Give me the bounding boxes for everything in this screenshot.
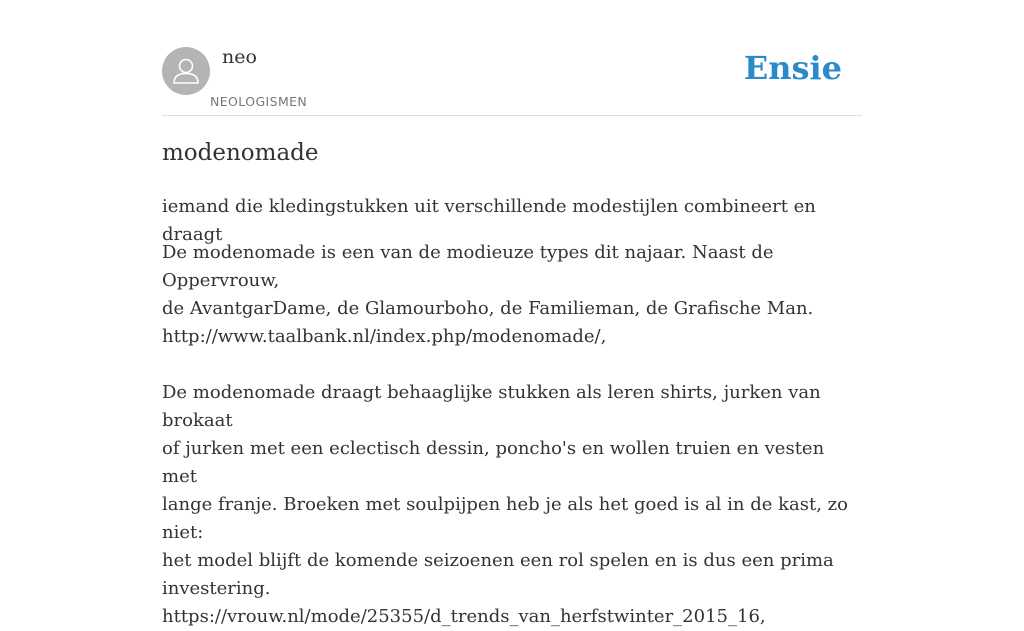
example-line: of jurken met een eclectisch dessin, poncho's en wollen truien en vesten met [162, 438, 825, 487]
paragraph-gap [162, 351, 862, 379]
ensie-logo[interactable]: Ensie [743, 49, 842, 87]
example-source-link: http://www.taalbank.nl/index.php/modenomade/, [162, 326, 607, 347]
example-line: investering. [162, 578, 271, 599]
example-line: lange franje. Broeken met soulpijpen heb je als het goed is al in de kast, zo niet: [162, 494, 849, 543]
example-line: De modenomade is een van de modieuze types dit najaar. Naast de Oppervrouw, [162, 242, 774, 291]
term-title: modenomade [162, 140, 319, 166]
avatar[interactable] [162, 47, 210, 95]
category-label[interactable]: NEOLOGISMEN [210, 94, 308, 109]
header-divider [162, 115, 862, 116]
example-line: het model blijft de komende seizoenen een rol spelen en is dus een prima [162, 550, 834, 571]
example-block [162, 239, 862, 631]
example-line: de AvantgarDame, de Glamourboho, de Familieman, de Grafische Man. [162, 298, 814, 319]
example-source-link: https://vrouw.nl/mode/25355/d_trends_van_herfstwinter_2015_16, [162, 606, 766, 627]
definition-text: iemand die kledingstukken uit verschillende modestijlen combineert en draagt [162, 196, 816, 245]
username[interactable]: neo [222, 46, 257, 68]
user-icon [162, 47, 210, 95]
example-line: De modenomade draagt behaaglijke stukken als leren shirts, jurken van brokaat [162, 382, 821, 431]
entry-page [162, 0, 862, 627]
